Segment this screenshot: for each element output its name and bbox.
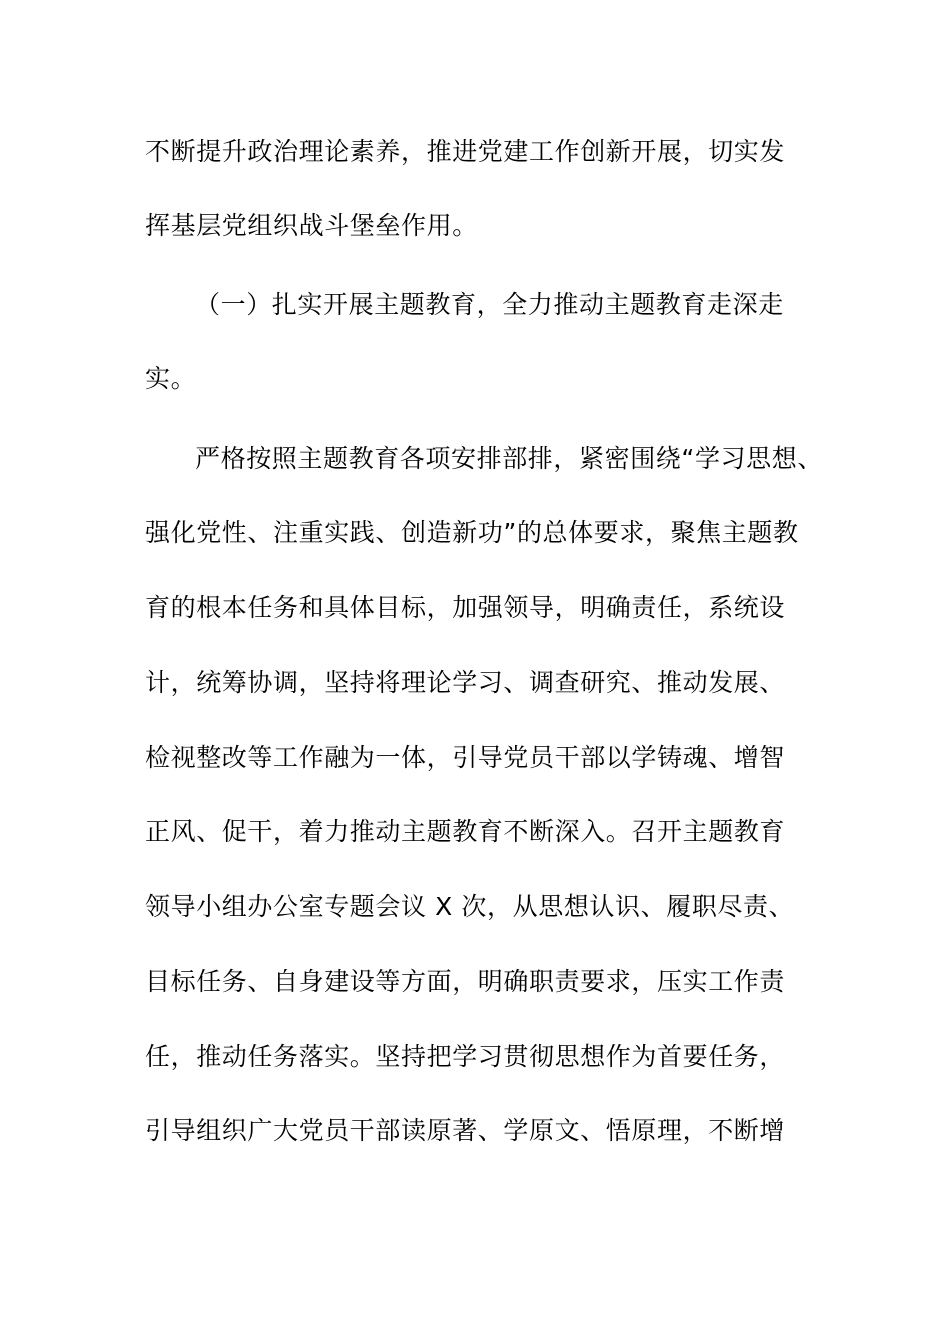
text-line: 检视整改等工作融为一体，引导党员干部以学铸魂、增智 bbox=[145, 743, 786, 772]
text-line: 严格按照主题教育各项安排部排，紧密围绕“学习思想、 bbox=[195, 444, 823, 473]
text-line: 目标任务、自身建设等方面，明确职责要求，压实工作责 bbox=[145, 967, 786, 996]
section-heading-continued: 实。 bbox=[145, 364, 197, 393]
text-line: 任，推动任务落实。坚持把学习贯彻思想作为首要任务， bbox=[145, 1042, 786, 1071]
text-line: 正风、促干，着力推动主题教育不断深入。召开主题教育 bbox=[145, 817, 786, 846]
text-line: 强化党性、注重实践、创造新功”的总体要求，聚焦主题教 bbox=[145, 518, 799, 547]
text-line: 引导组织广大党员干部读原著、学原文、悟原理，不断增 bbox=[145, 1116, 786, 1145]
text-line: 计，统筹协调，坚持将理论学习、调查研究、推动发展、 bbox=[145, 668, 786, 697]
section-heading: （一）扎实开展主题教育，全力推动主题教育走深走 bbox=[195, 290, 784, 319]
text-line: 育的根本任务和具体目标，加强领导，明确责任，系统设 bbox=[145, 593, 786, 622]
text-line: 领导小组办公室专题会议 X 次，从思想认识、履职尽责、 bbox=[145, 892, 795, 921]
text-line: 挥基层党组织战斗堡垒作用。 bbox=[145, 211, 478, 240]
text-line: 不断提升政治理论素养，推进党建工作创新开展，切实发 bbox=[145, 137, 786, 166]
